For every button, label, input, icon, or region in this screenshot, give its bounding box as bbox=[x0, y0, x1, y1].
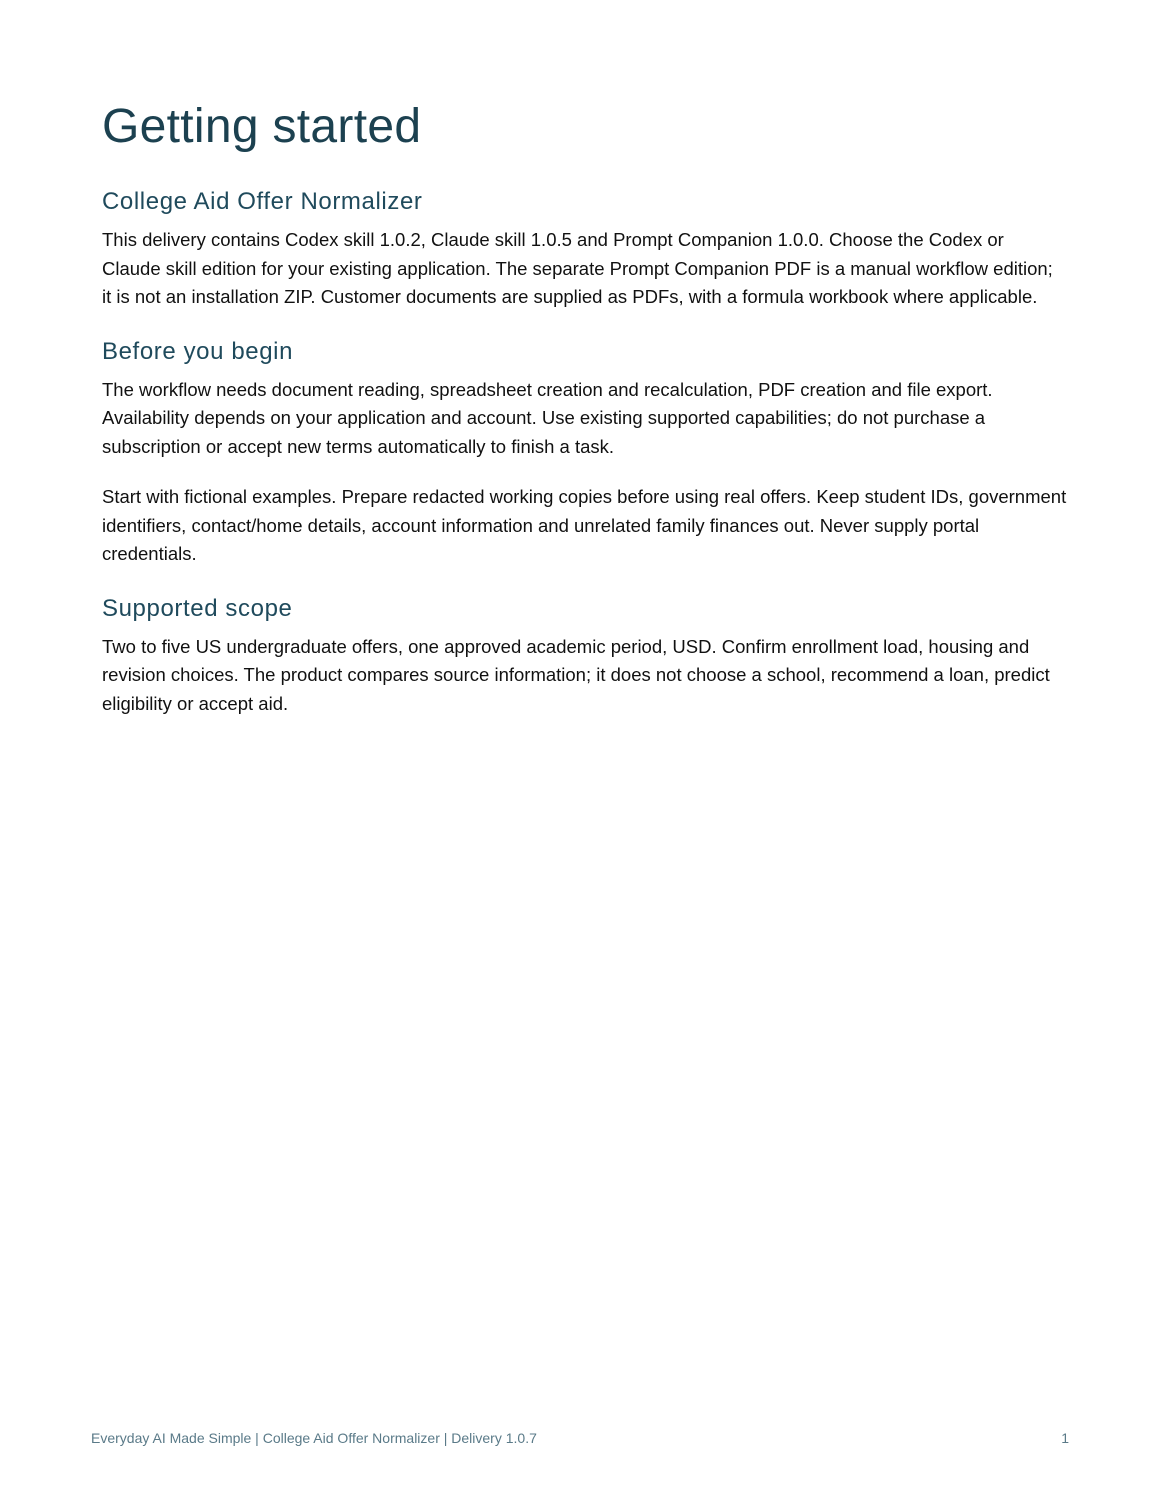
page-title: Getting started bbox=[102, 100, 422, 153]
section-product-overview bbox=[102, 186, 1067, 312]
product-overview-paragraph: This delivery contains Codex skill 1.0.2, Claude skill 1.0.5 and Prompt Companion 1.0.0. Choose the Codex or Claude skill edition for your existing application. The separate Prompt Companion PDF is a manual workflow edition; it is not an installation ZIP. Customer documents are supplied as PDFs, with a formula workbook where applicable. bbox=[102, 229, 1053, 307]
footer-text: Everyday AI Made Simple | College Aid Offer Normalizer | Delivery 1.0.7 bbox=[91, 1430, 537, 1446]
section-heading-before-you-begin: Before you begin bbox=[102, 337, 294, 365]
document-page bbox=[102, 96, 1067, 718]
section-before-you-begin bbox=[102, 336, 1067, 569]
page-number: 1 bbox=[1061, 1430, 1069, 1446]
section-heading-product: College Aid Offer Normalizer bbox=[102, 188, 423, 215]
privacy-paragraph: Start with fictional examples. Prepare redacted working copies before using real offers. Keep student IDs, government identifiers, contact/home details, account information and unrelated family finances out. Never supply portal credentials. bbox=[102, 486, 1067, 564]
scope-paragraph: Two to five US undergraduate offers, one approved academic period, USD. Confirm enrollment load, housing and revision choices. The product compares source information; it does not choose a school, recommend a loan, predict eligibility or accept aid. bbox=[102, 635, 1050, 714]
section-supported-scope bbox=[102, 593, 1067, 719]
page-footer bbox=[91, 1429, 1069, 1447]
section-heading-supported-scope: Supported scope bbox=[102, 594, 293, 622]
requirements-paragraph: The workflow needs document reading, spreadsheet creation and recalculation, PDF creation and file export. Availability depends on your application and account. Use existing supported capabilities; do not purchase a subscription or accept new terms automatically to finish a task. bbox=[102, 378, 993, 457]
